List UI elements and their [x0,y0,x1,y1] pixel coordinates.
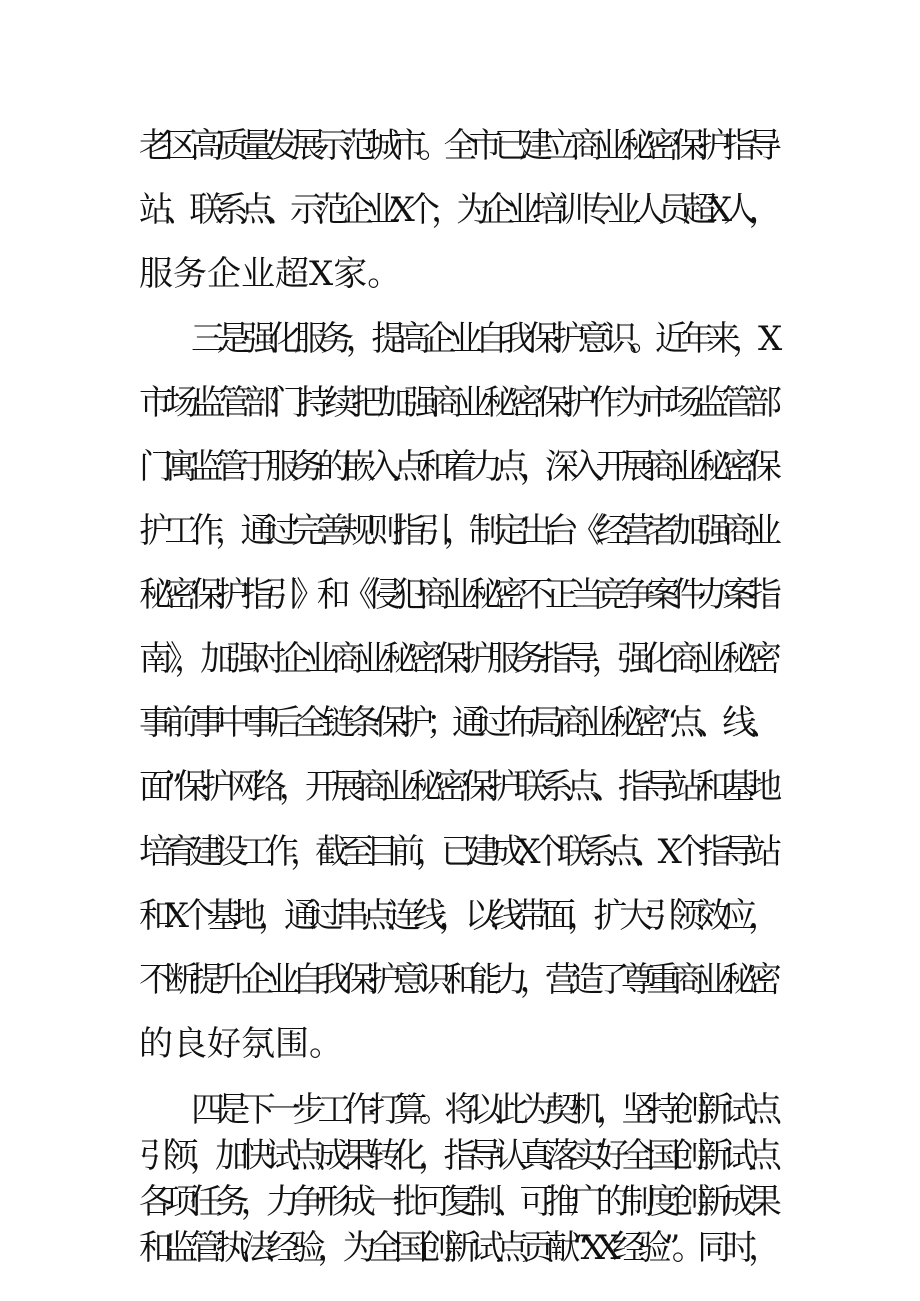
text-line: 秘密保护指引》和《侵犯商业秘密不正当竞争案件办案指 [139,575,774,615]
text-line: 南》，加强对企业商业秘密保护服务指导，强化商业秘密 [139,639,774,679]
text-line: 服务企业超X家。 [139,254,402,294]
text-line: 和监管执法经验，为全国创新试点贡献“XX经验”。同时， [139,1228,774,1268]
text-line: 各项任务，力争形成一批可复制、可推广的制度创新成果 [139,1182,774,1222]
text-line: 四是下一步工作打算。将以此为契机，坚持创新试点 [191,1090,774,1130]
text-line: 面”保护网络，开展商业秘密保护联系点、指导站和基地 [139,767,775,807]
text-line: 三是强化服务，提高企业自我保护意识。近年来，X [191,319,774,359]
text-line: 护工作，通过完善规则指引，制定出台《经营者加强商业 [139,511,774,551]
text-line: 事前事中事后全链条保护；通过布局商业秘密“点、线、 [139,703,775,743]
text-line: 门寓监管于服务的嵌入点和着力点，深入开展商业秘密保 [139,447,774,487]
text-line: 站、联系点、示范企业X个，为企业培训专业人员超X人， [139,190,774,230]
text-line: 市场监管部门持续把加强商业秘密保护作为市场监管部 [139,383,775,423]
text-line: 和X个基地，通过串点连线，以线带面，扩大引领效应， [139,896,774,936]
text-line: 老区高质量发展示范城市。全市已建立商业秘密保护指导 [139,126,774,166]
text-line: 引领，加快试点成果转化，指导认真落实好全国创新试点 [139,1136,774,1176]
text-line: 不断提升企业自我保护意识和能力，营造了尊重商业秘密 [139,960,774,1000]
text-line: 培育建设工作，截至目前，已建成X个联系点、X个指导站 [139,832,774,872]
text-line: 的良好氛围。 [139,1024,343,1064]
